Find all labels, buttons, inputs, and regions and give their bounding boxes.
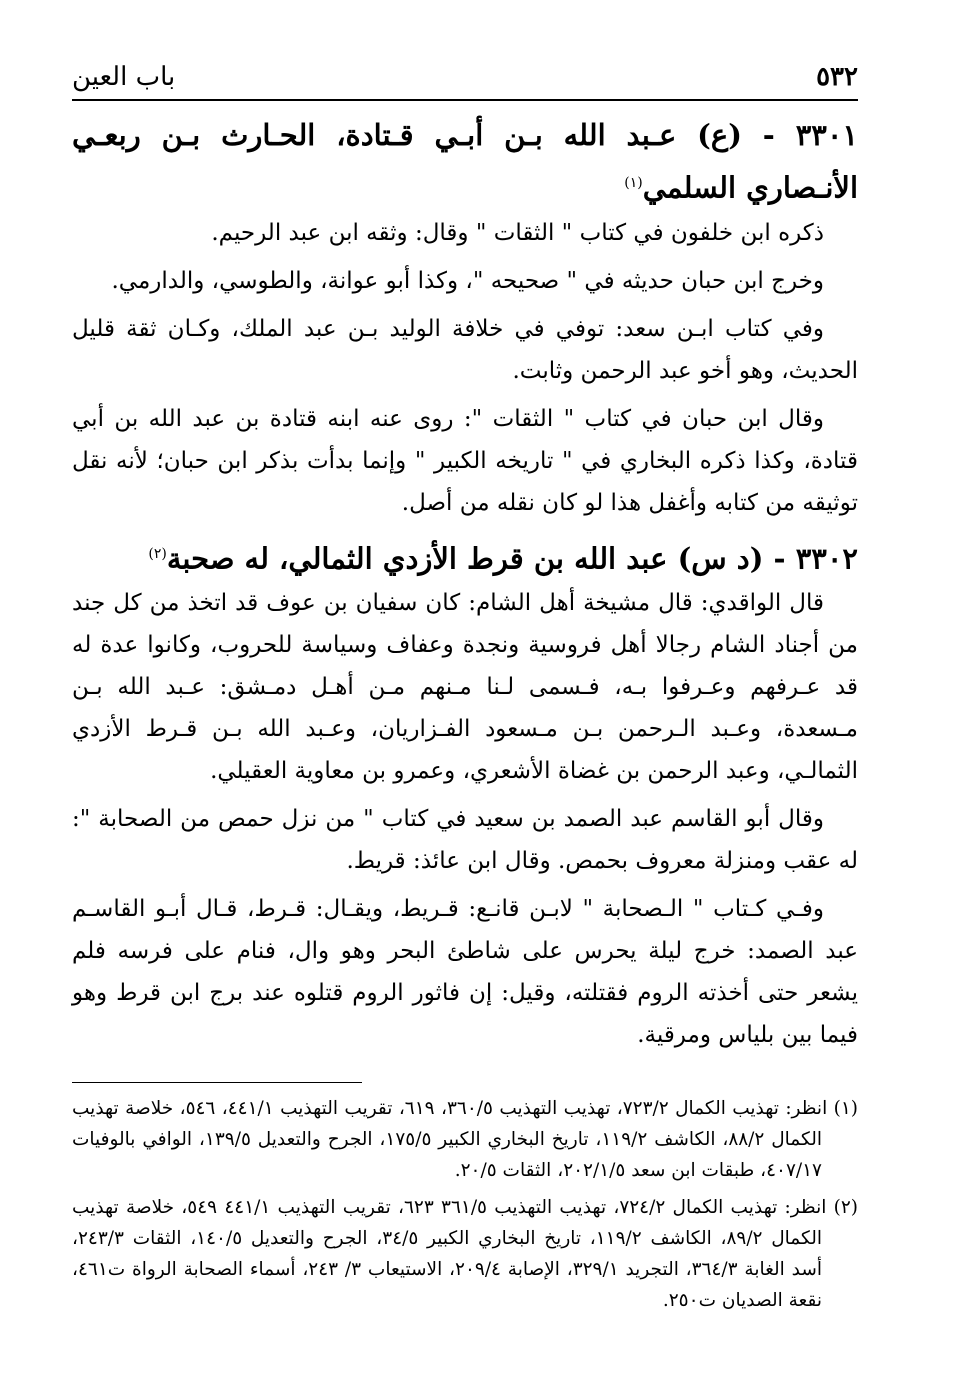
section-title: باب العين: [72, 62, 176, 92]
running-header: [72, 55, 858, 101]
paragraph: قال الواقدي: قال مشيخة أهل الشام: كان سفيان بن عوف قد اتخذ من كل جند من أجناد الشام رجالا أهل فروسية ونجدة وعفاف وسياسة للحروب، وكانوا عدة له قد عـرفهم وعـرفوا بـه، فـسمى لـنا مـنهم مـن أهـل دمـشق: عـبد الله بـن مـسعدة، وعـبد الـرحمن بـن مـسعود الفـزاريان، وعـبد الله بـن قـرط الأزدي الثمالـي، وعبد الرحمن بن غضاة الأشعري، وعمرو بن معاوية العقيلي.: [72, 590, 858, 785]
entry-heading: [72, 530, 858, 583]
page-number: ٥٣٢: [816, 62, 858, 92]
footnote: (٢) انظر: تهذيب الكمال ٧٢٤/٢، تهذيب التهذيب ٣٦١/٥ ٦٢٣، تقريب التهذيب ٤٤١/١ ٥٤٩، خلاصة تهذيب الكمال ٨٩/٢، الكاشف ١١٩/٢، تاريخ البخاري الكبير ٣٤/٥، الجرح والتعديل ١٤٠/٥، الثقات ٢٤٣/٣، أسد الغابة ٣٦٤/٣، التجريد ٣٢٩/١، الإصابة ٢٠٩/٤، الاستيعاب ٣/ ٢٤٣، أسماء الصحابة الرواة ت٤٦١، نقعة الصديان ت٢٥٠.: [72, 1197, 858, 1312]
entry-3302: [72, 530, 858, 1057]
footnote-reference: (٢): [148, 545, 167, 562]
paragraph: وفـي كـتاب " الـصحابة " لابـن قانـع: قـريط، ويقـال: قـرط، قـال أبـو القاسـم عبد الصمد: خرج ليلة يحرس على شاطئ البحر وهو وال، فنام على فرسه فلم يشعر حتى أخذته الروم فقتلته، وقيل: إن فاثور الروم قتلوه عند برج ابن قرط وهو فيما بين بلياس ومرقية.: [72, 896, 858, 1049]
entry-number: ٣٣٠٢ -: [773, 541, 858, 576]
paragraph: وخرج ابن حبان حديثه في " صحيحه "، وكذا أبو عوانة، والطوسي، والدارمي.: [111, 267, 824, 294]
book-page: [72, 55, 858, 1322]
paragraph: وقال أبو القاسم عبد الصمد بن سعيد في كتاب " من نزل حمص من الصحابة ": له عقب ومنزلة معروف بحمص. وقال ابن عائذ: قريط.: [72, 806, 858, 875]
footnote: (١) انظر: تهذيب الكمال ٧٢٣/٢، تهذيب التهذيب ٣٦٠/٥، ٦١٩، تقريب التهذيب ٤٤١/١، ٥٤٦، خلاصة تهذيب الكمال ٨٨/٢، الكاشف ١١٩/٢، تاريخ البخاري الكبير ١٧٥/٥، الجرح والتعديل ١٣٩/٥، الوافي بالوفيات ٤٠٧/١٧، طبقات ابن سعد ٢٠٢/١/٥، الثقات ٢٠/٥.: [72, 1098, 858, 1182]
entry-title: (د س) عبد الله بن قرط الأزدي الثمالي، له صحبة: [166, 541, 764, 576]
entry-heading: [72, 111, 858, 212]
paragraph: ذكره ابن خلفون في كتاب " الثقات " وقال: وثقه ابن عبد الرحيم.: [211, 219, 824, 246]
paragraph: وفي كتاب ابـن سعد: توفي في خلافة الوليد بـن عبد الملك، وكـان ثقة قليل الحديث، وهو أخو عبد الرحمن وثابت.: [72, 315, 858, 384]
entry-number: ٣٣٠١ -: [762, 118, 858, 152]
entries: [72, 111, 858, 1056]
footnotes: [72, 1093, 858, 1316]
paragraph: وقال ابن حبان في كتاب " الثقات ": روى عنه ابنه قتادة بن عبد الله بن أبي قتادة، وكذا ذكره البخاري في " تاريخه الكبير " وإنما بدأت بذكر ابن حبان؛ لأنه نقل توثيقه من كتابه وأغفل هذا لو كان نقله من أصل.: [72, 405, 858, 516]
footnote-reference: (١): [624, 175, 643, 191]
entry-title: (ع) عـبد الله بـن أبـي قـتادة، الحـارث بـن ربعـي الأنـصاري السلمي: [72, 118, 858, 205]
footnote-divider: [72, 1082, 362, 1083]
entry-3301: [72, 111, 858, 524]
